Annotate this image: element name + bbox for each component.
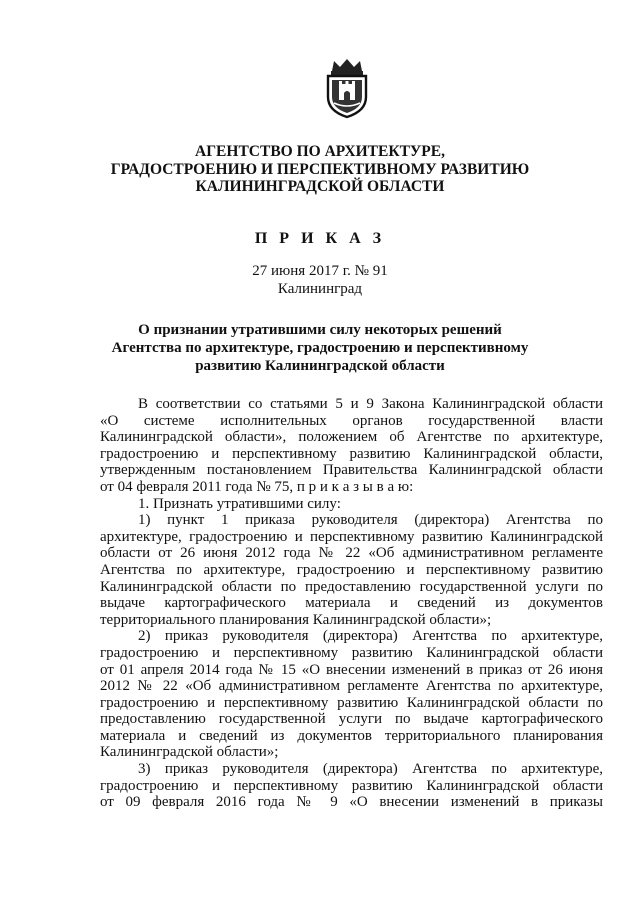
document-subject bbox=[0, 321, 640, 375]
body-line: области от 26 июня 2012 года № 22 «Об административном регламенте bbox=[100, 545, 603, 562]
body-line: 2) приказ руководителя (директора) Агентства по архитектуре, bbox=[138, 628, 603, 645]
document-type: П Р И К А З bbox=[254, 230, 386, 247]
body-line: градостроению и перспективному развитию Калининградской области по bbox=[100, 694, 603, 711]
body-line: 2012 № 22 «Об административном регламенте Агентства по архитектуре, bbox=[100, 678, 603, 695]
body-line: территориального планирования Калининградской области»; bbox=[100, 611, 492, 628]
body-line: градостроению и перспективному развитию Калининградской области bbox=[100, 777, 603, 794]
agency-line-1: АГЕНТСТВО ПО АРХИТЕКТУРЕ, bbox=[195, 143, 445, 160]
subject-line-1: О признании утратившими силу некоторых решений bbox=[138, 322, 502, 338]
body-line: «О системе исполнительных органов государственной власти bbox=[100, 412, 603, 429]
body-line: материала и сведений из документов территориального планирования bbox=[100, 727, 603, 744]
body-line: В соответствии со статьями 5 и 9 Закона Калининградской области bbox=[138, 396, 603, 412]
date-number: 27 июня 2017 г. № 91 bbox=[252, 263, 388, 279]
body-line: утвержденным постановлением Правительства Калининградской области bbox=[100, 462, 603, 479]
body-line: архитектуре, градостроению и перспективному развитию Калининградской bbox=[100, 528, 603, 545]
body-line: градостроению и перспективному развитию Калининградской области, bbox=[100, 445, 603, 462]
coat-of-arms-icon bbox=[322, 57, 372, 119]
subject-line-2: Агентства по архитектуре, градостроению и перспективному bbox=[111, 340, 529, 356]
body-line: от 04 февраля 2011 года № 75, п р и к а з ы в а ю: bbox=[100, 478, 414, 495]
body-line: Калининградской области», положением об Агентстве по архитектуре, bbox=[100, 429, 603, 446]
body-line: от 09 февраля 2016 года № 9 «О внесении изменений в приказы bbox=[100, 794, 603, 811]
body-line: градостроению и перспективному развитию Калининградской области bbox=[100, 644, 603, 661]
city: Калининград bbox=[277, 281, 363, 297]
agency-name bbox=[0, 143, 640, 196]
body-line: Калининградской области»; bbox=[100, 744, 279, 761]
body-line: Агентства по архитектуре, градостроению и перспективному развитию bbox=[100, 561, 603, 578]
body-line: 1) пункт 1 приказа руководителя (директора) Агентства по bbox=[138, 512, 603, 529]
agency-line-3: КАЛИНИНГРАДСКОЙ ОБЛАСТИ bbox=[195, 178, 445, 195]
subject-line-3: развитию Калининградской области bbox=[195, 358, 445, 374]
body-line: выдаче картографического материала и сведений из документов bbox=[100, 595, 603, 612]
agency-line-2: ГРАДОСТРОЕНИЮ И ПЕРСПЕКТИВНОМУ РАЗВИТИЮ bbox=[110, 160, 530, 178]
document-meta bbox=[0, 262, 640, 298]
body-line: от 01 апреля 2014 года № 15 «О внесении изменений в приказ от 26 июня bbox=[100, 661, 603, 678]
body-line: Калининградской области по предоставлению государственной услуги по bbox=[100, 578, 603, 595]
body-line: 1. Признать утратившими силу: bbox=[138, 495, 341, 512]
document-body bbox=[100, 396, 603, 811]
body-line: предоставлению государственной услуги по выдаче картографического bbox=[100, 711, 603, 728]
body-line: 3) приказ руководителя (директора) Агентства по архитектуре, bbox=[138, 761, 603, 778]
